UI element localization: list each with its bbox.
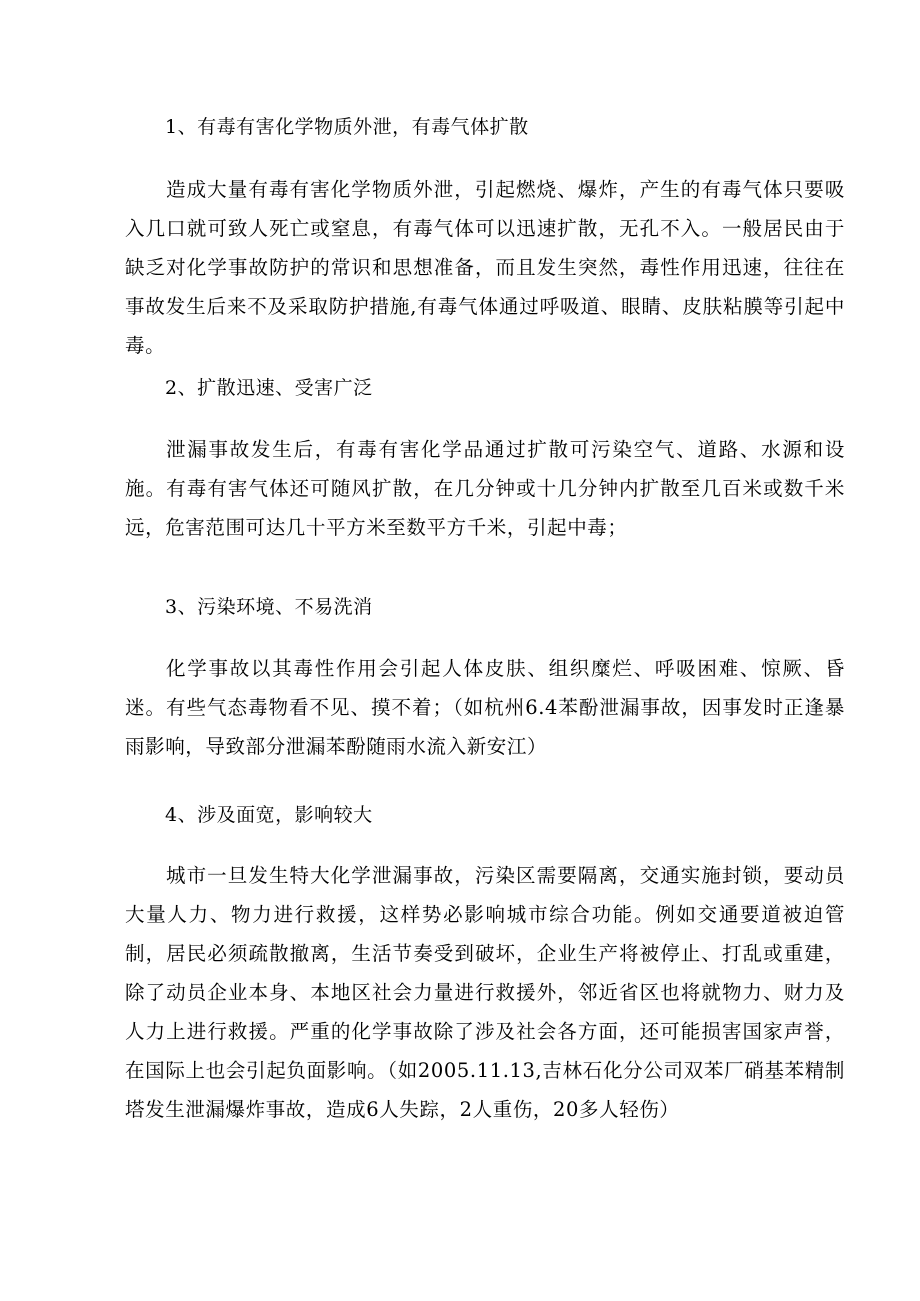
section-body-3: 化学事故以其毒性作用会引起人体皮肤、组织糜烂、呼吸困难、惊厥、昏迷。有些气态毒物看不见、摸不着；（如杭州6.4苯酚泄漏事故，因事发时正逢暴雨影响，导致部分泄漏苯酚随雨水流入新安江） <box>125 657 845 758</box>
section-heading-3: 3、污染环境、不易洗消 <box>165 596 373 618</box>
section-body-1: 造成大量有毒有害化学物质外泄，引起燃烧、爆炸，产生的有毒气体只要吸入几口就可致人死亡或窒息，有毒气体可以迅速扩散，无孔不入。一般居民由于缺乏对化学事故防护的常识和思想准备，而且发生突然，毒性作用迅速，往往在事故发生后来不及采取防护措施,有毒气体通过呼吸道、眼睛、皮肤粘膜等引起中毒。 <box>125 178 845 357</box>
section-heading-2: 2、扩散迅速、受害广泛 <box>165 377 373 399</box>
section-body-4: 城市一旦发生特大化学泄漏事故，污染区需要隔离，交通实施封锁，要动员大量人力、物力进行救援，这样势必影响城市综合功能。例如交通要道被迫管制，居民必须疏散撤离，生活节奏受到破坏，企业生产将被停止、打乱或重建，除了动员企业本身、本地区社会力量进行救援外，邻近省区也将就物力、财力及人力上进行救援。严重的化学事故除了涉及社会各方面，还可能损害国家声誉，在国际上也会引起负面影响。（如2005.11.13,吉林石化分公司双苯厂硝基苯精制塔发生泄漏爆炸事故，造成6人失踪，2人重伤，20多人轻伤） <box>125 864 845 1121</box>
section-body-2: 泄漏事故发生后，有毒有害化学品通过扩散可污染空气、道路、水源和设施。有毒有害气体还可随风扩散，在几分钟或十几分钟内扩散至几百米或数千米远，危害范围可达几十平方米至数平方千米，引起中毒； <box>125 438 845 539</box>
section-heading-1: 1、有毒有害化学物质外泄，有毒气体扩散 <box>165 116 529 138</box>
section-heading-4: 4、涉及面宽，影响较大 <box>165 804 373 826</box>
